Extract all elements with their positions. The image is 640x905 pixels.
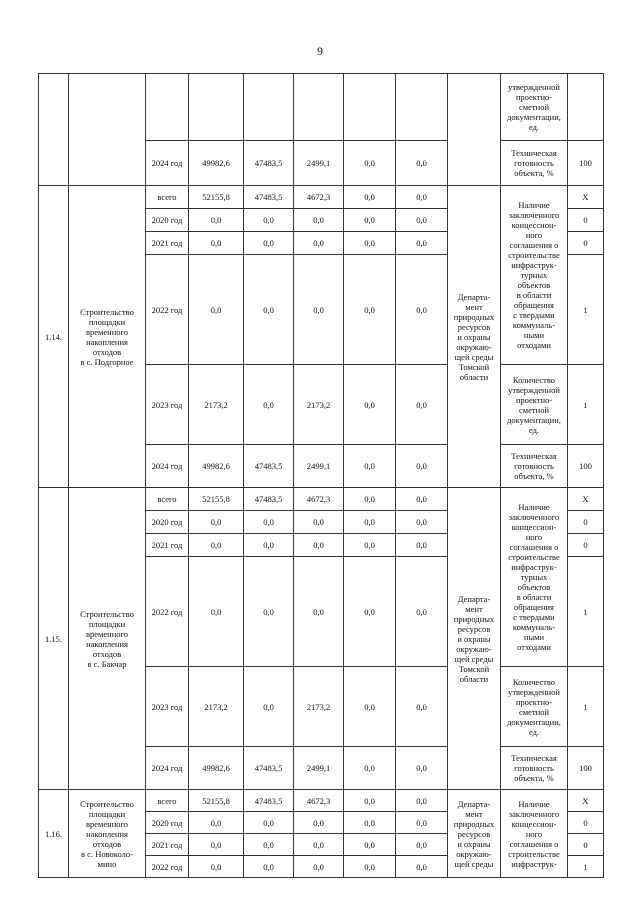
indicator-value-cell: X — [568, 186, 604, 209]
federal-budget-cell: 47483,5 — [244, 141, 294, 186]
indicator-value-cell: X — [568, 790, 604, 812]
indicator-cell-line: объекта, % — [514, 773, 554, 783]
indicator-cell — [501, 365, 568, 445]
federal-budget-cell: 0,0 — [244, 834, 294, 856]
indicator-cell-line: соглашения о — [509, 240, 559, 250]
executor-cell-line: Томской — [458, 663, 490, 674]
federal-budget-cell: 0,0 — [244, 511, 294, 534]
indicator-value-cell — [568, 74, 604, 141]
indicator-cell-line: Техническая — [511, 451, 557, 461]
extrabudget-cell: 0,0 — [396, 812, 448, 834]
indicator-cell-line: коммуналь- — [512, 320, 556, 330]
federal-budget-cell: 0,0 — [244, 209, 294, 232]
local-budget-cell: 0,0 — [344, 209, 396, 232]
indicator-value-cell: 0 — [568, 812, 604, 834]
federal-budget-cell: 0,0 — [244, 255, 294, 365]
federal-budget-cell: 47483,5 — [244, 747, 294, 790]
empty-cell — [189, 74, 244, 141]
indicator-cell-line: соглашения о — [509, 542, 559, 552]
federal-budget-cell: 47483,5 — [244, 790, 294, 812]
regional-budget-cell: 2499,1 — [294, 445, 344, 488]
item-description-cell-line: в с. Новоколо- — [81, 848, 133, 859]
item-description-cell — [69, 186, 146, 488]
indicator-cell-line: Наличие — [518, 502, 550, 512]
local-budget-cell: 0,0 — [344, 834, 396, 856]
local-budget-cell: 0,0 — [344, 186, 396, 209]
year-cell: 2022 год — [146, 557, 189, 667]
indicator-cell-line: концессион- — [511, 220, 557, 230]
executor-cell-line: и охраны — [457, 331, 491, 342]
indicator-cell-line: с твердыми — [513, 310, 555, 320]
regional-budget-cell: 0,0 — [294, 812, 344, 834]
local-budget-cell: 0,0 — [344, 365, 396, 445]
item-description-cell-line: накопления — [86, 638, 128, 649]
year-cell: 2022 год — [146, 255, 189, 365]
indicator-value-cell: 0 — [568, 209, 604, 232]
indicator-cell-line: утвержденной — [508, 384, 560, 395]
item-description-cell-line: Строительство — [80, 306, 134, 317]
indicator-cell-line: заключенного — [508, 808, 560, 819]
indicator-value-cell: 100 — [568, 747, 604, 790]
local-budget-cell: 0,0 — [344, 812, 396, 834]
indicator-cell-line: коммуналь- — [512, 622, 556, 632]
indicator-cell-line: готовность — [514, 763, 554, 773]
total-amount-cell: 52155,8 — [189, 488, 244, 511]
regional-budget-cell: 2173,2 — [294, 667, 344, 747]
federal-budget-cell: 0,0 — [244, 232, 294, 255]
year-cell: 2020 год — [146, 812, 189, 834]
regional-budget-cell: 0,0 — [294, 232, 344, 255]
executor-cell-line: щей среды — [454, 858, 494, 869]
year-cell: 2023 год — [146, 667, 189, 747]
indicator-cell-line: объектов — [517, 582, 551, 592]
executor-cell-line: ресурсов — [457, 828, 491, 839]
regional-budget-cell: 0,0 — [294, 255, 344, 365]
year-cell: 2021 год — [146, 834, 189, 856]
item-description-cell-line: временного — [85, 326, 129, 337]
table-row — [39, 488, 604, 511]
local-budget-cell: 0,0 — [344, 488, 396, 511]
executor-cell-line: области — [459, 371, 489, 382]
indicator-value-cell: 1 — [568, 365, 604, 445]
indicator-cell-line: Техническая — [511, 753, 557, 763]
indicator-cell-line: ного — [525, 230, 543, 240]
extrabudget-cell: 0,0 — [396, 488, 448, 511]
total-amount-cell: 0,0 — [189, 534, 244, 557]
regional-budget-cell: 0,0 — [294, 834, 344, 856]
year-cell: 2023 год — [146, 365, 189, 445]
indicator-cell-line: ного — [525, 828, 543, 839]
indicator-cell-line: строительстве — [508, 250, 560, 260]
indicator-cell — [501, 141, 568, 186]
extrabudget-cell: 0,0 — [396, 365, 448, 445]
indicator-cell-line: с твердыми — [513, 612, 555, 622]
executor-cell-line: окружаю- — [456, 643, 492, 654]
extrabudget-cell: 0,0 — [396, 834, 448, 856]
empty-cell — [294, 74, 344, 141]
indicator-cell-line: заключенного — [508, 512, 560, 522]
indicator-value-cell: 1 — [568, 856, 604, 878]
federal-budget-cell: 0,0 — [244, 557, 294, 667]
indicator-cell-line: Наличие — [518, 200, 550, 210]
table-row — [39, 74, 604, 141]
local-budget-cell: 0,0 — [344, 534, 396, 557]
indicator-cell-line: сметной — [519, 404, 549, 415]
empty-cell — [146, 74, 189, 141]
local-budget-cell: 0,0 — [344, 557, 396, 667]
item-description-cell-line: отходов — [92, 648, 122, 659]
extrabudget-cell: 0,0 — [396, 747, 448, 790]
local-budget-cell: 0,0 — [344, 790, 396, 812]
indicator-cell-line: ными — [523, 330, 545, 340]
indicator-cell-line: проектно- — [515, 394, 553, 405]
local-budget-cell: 0,0 — [344, 667, 396, 747]
indicator-cell-line: строительстве — [508, 552, 560, 562]
executor-cell-line: мент — [465, 808, 483, 819]
executor-cell-line: щей среды — [454, 351, 494, 362]
indicator-cell — [501, 790, 568, 878]
total-amount-cell: 49982,6 — [189, 747, 244, 790]
indicator-cell-line: концессион- — [511, 522, 557, 532]
year-cell: 2024 год — [146, 747, 189, 790]
executor-cell-line: окружаю- — [456, 341, 492, 352]
indicator-cell-line: документации, — [507, 414, 561, 425]
local-budget-cell: 0,0 — [344, 141, 396, 186]
extrabudget-cell: 0,0 — [396, 445, 448, 488]
indicator-cell-line: инфраструк- — [511, 858, 557, 869]
item-number-cell: 1.14. — [39, 186, 69, 488]
item-number-cell: 1.15. — [39, 488, 69, 790]
indicator-cell-line: ными — [523, 632, 545, 642]
executor-cell — [448, 488, 501, 790]
total-amount-cell: 0,0 — [189, 557, 244, 667]
executor-cell-line: окружаю- — [456, 848, 492, 859]
indicator-cell-line: сметной — [519, 102, 549, 112]
regional-budget-cell: 2499,1 — [294, 141, 344, 186]
federal-budget-cell: 0,0 — [244, 667, 294, 747]
local-budget-cell: 0,0 — [344, 747, 396, 790]
indicator-cell-line: ед. — [528, 726, 540, 737]
executor-cell-line: природных — [453, 311, 495, 322]
indicator-cell-line: обращения — [514, 300, 554, 310]
indicator-value-cell: 100 — [568, 445, 604, 488]
executor-cell — [448, 186, 501, 488]
indicator-cell-line: Техническая — [511, 148, 557, 158]
indicator-cell-line: Наличие — [518, 798, 550, 809]
year-cell: 2021 год — [146, 232, 189, 255]
year-cell: всего — [146, 186, 189, 209]
local-budget-cell: 0,0 — [344, 445, 396, 488]
executor-cell-line: Департа- — [457, 291, 491, 302]
regional-budget-cell: 4672,3 — [294, 790, 344, 812]
total-amount-cell: 0,0 — [189, 856, 244, 878]
indicator-value-cell: 1 — [568, 557, 604, 667]
extrabudget-cell: 0,0 — [396, 186, 448, 209]
indicator-cell-line: отходами — [517, 340, 551, 350]
year-cell: 2020 год — [146, 209, 189, 232]
federal-budget-cell: 0,0 — [244, 365, 294, 445]
total-amount-cell: 0,0 — [189, 209, 244, 232]
item-description-cell — [69, 74, 146, 186]
table-row — [39, 186, 604, 209]
indicator-value-cell: 0 — [568, 834, 604, 856]
indicator-cell-line: объекта, % — [514, 471, 554, 481]
item-number-cell: 1.16. — [39, 790, 69, 878]
local-budget-cell: 0,0 — [344, 856, 396, 878]
indicator-cell — [501, 74, 568, 141]
item-description-cell — [69, 488, 146, 790]
regional-budget-cell: 4672,3 — [294, 488, 344, 511]
indicator-cell — [501, 747, 568, 790]
executor-cell-line: и охраны — [457, 633, 491, 644]
year-cell: 2021 год — [146, 534, 189, 557]
total-amount-cell: 0,0 — [189, 812, 244, 834]
year-cell: 2024 год — [146, 445, 189, 488]
regional-budget-cell: 4672,3 — [294, 186, 344, 209]
executor-cell-line: ресурсов — [457, 321, 491, 332]
federal-budget-cell: 0,0 — [244, 856, 294, 878]
executor-cell-line: природных — [453, 818, 495, 829]
indicator-cell-line: инфраструк- — [511, 260, 557, 270]
extrabudget-cell: 0,0 — [396, 511, 448, 534]
table-row — [39, 790, 604, 812]
total-amount-cell: 0,0 — [189, 232, 244, 255]
executor-cell — [448, 74, 501, 186]
indicator-cell — [501, 488, 568, 667]
item-description-cell-line: временного — [85, 628, 129, 639]
indicator-cell-line: в области — [516, 290, 552, 300]
indicator-cell-line: в области — [516, 592, 552, 602]
executor-cell-line: мент — [465, 301, 483, 312]
indicator-cell-line: турных — [520, 572, 548, 582]
item-description-cell-line: накопления — [86, 828, 128, 839]
executor-cell-line: природных — [453, 613, 495, 624]
federal-budget-cell: 47483,5 — [244, 488, 294, 511]
regional-budget-cell: 0,0 — [294, 511, 344, 534]
executor-cell-line: щей среды — [454, 653, 494, 664]
item-description-cell-line: площадки — [88, 316, 126, 327]
executor-cell-line: и охраны — [457, 838, 491, 849]
extrabudget-cell: 0,0 — [396, 141, 448, 186]
total-amount-cell: 0,0 — [189, 255, 244, 365]
total-amount-cell: 2173,2 — [189, 667, 244, 747]
federal-budget-cell: 47483,5 — [244, 186, 294, 209]
year-cell: всего — [146, 790, 189, 812]
indicator-cell-line: проектно- — [515, 696, 553, 707]
item-description-cell-line: накопления — [86, 336, 128, 347]
indicator-cell-line: соглашения о — [509, 838, 559, 849]
federal-budget-cell: 0,0 — [244, 534, 294, 557]
empty-cell — [396, 74, 448, 141]
extrabudget-cell: 0,0 — [396, 790, 448, 812]
local-budget-cell: 0,0 — [344, 511, 396, 534]
federal-budget-cell: 47483,5 — [244, 445, 294, 488]
executor-cell-line: Департа- — [457, 798, 491, 809]
indicator-cell-line: утвержденной — [508, 82, 560, 92]
indicator-cell — [501, 186, 568, 365]
extrabudget-cell: 0,0 — [396, 232, 448, 255]
year-cell: 2024 год — [146, 141, 189, 186]
total-amount-cell: 49982,6 — [189, 141, 244, 186]
executor-cell-line: мент — [465, 603, 483, 614]
item-description-cell-line: Строительство — [80, 608, 134, 619]
indicator-cell-line: объекта, % — [514, 168, 554, 178]
executor-cell-line: области — [459, 673, 489, 684]
indicator-cell-line: строительстве — [508, 848, 560, 859]
indicator-cell-line: документации, — [507, 112, 561, 122]
year-cell: 2020 год — [146, 511, 189, 534]
local-budget-cell: 0,0 — [344, 255, 396, 365]
item-description-cell-line: мино — [97, 858, 117, 869]
item-description-cell-line: площадки — [88, 618, 126, 629]
item-number-cell — [39, 74, 69, 186]
total-amount-cell: 0,0 — [189, 511, 244, 534]
total-amount-cell: 49982,6 — [189, 445, 244, 488]
indicator-value-cell: 1 — [568, 667, 604, 747]
executor-cell-line: ресурсов — [457, 623, 491, 634]
indicator-value-cell: 100 — [568, 141, 604, 186]
extrabudget-cell: 0,0 — [396, 534, 448, 557]
regional-budget-cell: 0,0 — [294, 209, 344, 232]
total-amount-cell: 52155,8 — [189, 790, 244, 812]
indicator-cell-line: объектов — [517, 280, 551, 290]
indicator-cell-line: ед. — [528, 424, 540, 435]
extrabudget-cell: 0,0 — [396, 557, 448, 667]
indicator-cell — [501, 445, 568, 488]
item-description-cell-line: временного — [85, 818, 129, 829]
regional-budget-cell: 0,0 — [294, 856, 344, 878]
program-table — [38, 73, 604, 878]
regional-budget-cell: 2173,2 — [294, 365, 344, 445]
indicator-cell-line: сметной — [519, 706, 549, 717]
item-description-cell-line: Строительство — [80, 798, 134, 809]
local-budget-cell: 0,0 — [344, 232, 396, 255]
item-description-cell-line: в с. Бакчар — [87, 658, 127, 669]
indicator-cell-line: Количество — [512, 676, 556, 687]
indicator-cell-line: инфраструк- — [511, 562, 557, 572]
year-cell: всего — [146, 488, 189, 511]
indicator-value-cell: 0 — [568, 511, 604, 534]
regional-budget-cell: 2499,1 — [294, 747, 344, 790]
executor-cell-line: Томской — [458, 361, 490, 372]
extrabudget-cell: 0,0 — [396, 209, 448, 232]
indicator-value-cell: 0 — [568, 534, 604, 557]
indicator-value-cell: 1 — [568, 255, 604, 365]
indicator-cell-line: отходами — [517, 642, 551, 652]
empty-cell — [244, 74, 294, 141]
indicator-cell — [501, 667, 568, 747]
item-description-cell-line: отходов — [92, 838, 122, 849]
executor-cell-line: Департа- — [457, 593, 491, 604]
indicator-cell-line: турных — [520, 270, 548, 280]
indicator-cell-line: концессион- — [511, 818, 557, 829]
indicator-cell-line: ного — [525, 532, 543, 542]
item-description-cell — [69, 790, 146, 878]
regional-budget-cell: 0,0 — [294, 534, 344, 557]
extrabudget-cell: 0,0 — [396, 667, 448, 747]
executor-cell — [448, 790, 501, 878]
indicator-cell-line: заключенного — [508, 210, 560, 220]
indicator-cell-line: проектно- — [515, 92, 553, 102]
regional-budget-cell: 0,0 — [294, 557, 344, 667]
total-amount-cell: 52155,8 — [189, 186, 244, 209]
indicator-cell-line: Количество — [512, 374, 556, 385]
total-amount-cell: 2173,2 — [189, 365, 244, 445]
item-description-cell-line: в с. Подгорное — [80, 356, 134, 367]
year-cell: 2022 год — [146, 856, 189, 878]
empty-cell — [344, 74, 396, 141]
federal-budget-cell: 0,0 — [244, 812, 294, 834]
extrabudget-cell: 0,0 — [396, 255, 448, 365]
indicator-cell-line: документации, — [507, 716, 561, 727]
indicator-cell-line: обращения — [514, 602, 554, 612]
extrabudget-cell: 0,0 — [396, 856, 448, 878]
indicator-value-cell: X — [568, 488, 604, 511]
indicator-cell-line: утвержденной — [508, 686, 560, 697]
item-description-cell-line: отходов — [92, 346, 122, 357]
total-amount-cell: 0,0 — [189, 834, 244, 856]
indicator-value-cell: 0 — [568, 232, 604, 255]
indicator-cell-line: ед. — [528, 122, 540, 132]
page-number: 9 — [317, 44, 323, 58]
indicator-cell-line: готовность — [514, 461, 554, 471]
indicator-cell-line: готовность — [514, 158, 554, 168]
item-description-cell-line: площадки — [88, 808, 126, 819]
